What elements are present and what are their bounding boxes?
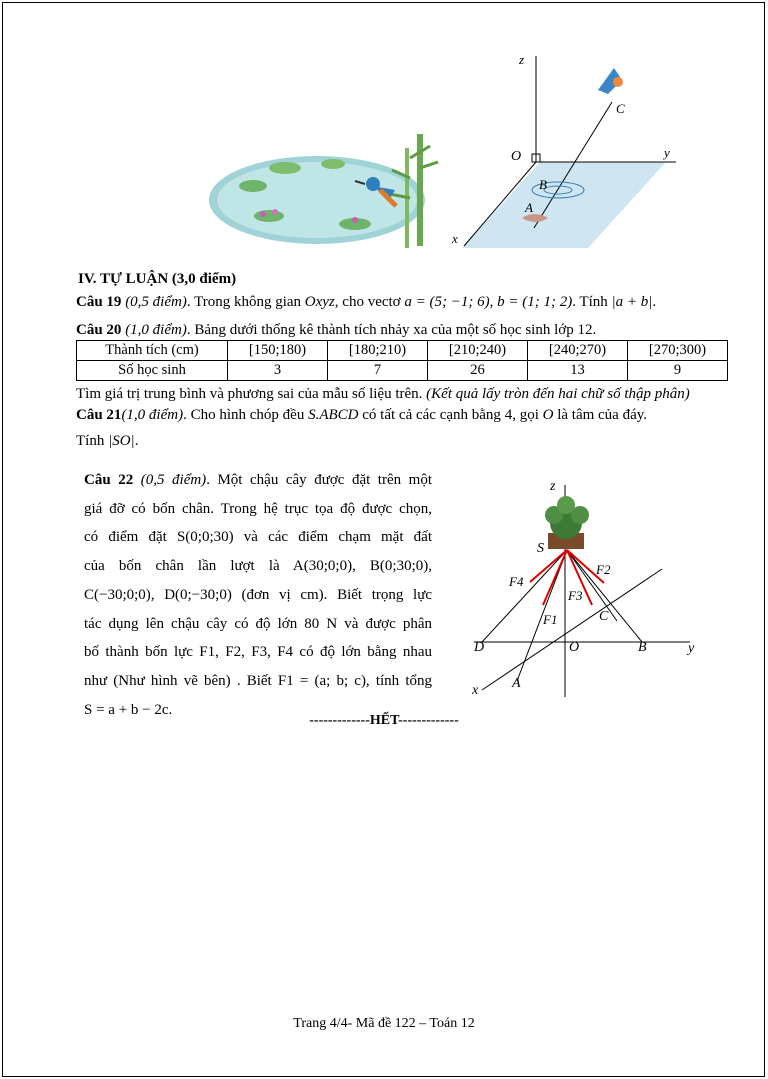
q21-text1: . Cho hình chóp đều (183, 407, 309, 423)
q22-x-label: x (472, 683, 479, 698)
q21-o: O (542, 407, 554, 423)
q22-f1-label: F1 (543, 612, 558, 627)
axis-z-label: z (519, 52, 525, 67)
q20-after: Tìm giá trị trung bình và phương sai của mẫu số liệu trên. (76, 386, 427, 402)
q22-z-label: z (550, 479, 556, 494)
q22-l9: S = a + b − 2c. (84, 701, 173, 718)
point-b-label: B (539, 177, 547, 192)
table-row (77, 361, 728, 381)
q21-text4: là tâm của đáy. (553, 407, 648, 423)
q21-text2: có tất cả các cạnh bằng (358, 407, 505, 423)
coordinate-figure-top (448, 50, 688, 250)
table-cell: 13 (528, 361, 628, 381)
question-19 (76, 292, 656, 313)
q19-label: Câu 19 (76, 294, 122, 310)
table-cell: [180;210) (328, 341, 428, 361)
section-title: IV. TỰ LUẬN (3,0 điểm) (78, 271, 237, 287)
q22-l6: tác dụng lên chậu cây có độ lớn 80 N và được phân (84, 615, 432, 632)
q20-note: (Kết quả lấy tròn đến hai chữ số thập phân) (426, 386, 690, 402)
q22-y-label: y (688, 641, 695, 656)
pond-illustration (205, 128, 440, 250)
q22-points: (0,5 điểm) (140, 472, 207, 488)
table-cell: 9 (628, 361, 728, 381)
q21-label: Câu 21 (76, 407, 122, 423)
q22-c-label: C (599, 609, 609, 624)
point-o-label: O (511, 149, 522, 164)
table-cell: [270;300) (628, 341, 728, 361)
page-footer: Trang 4/4- Mã đề 122 – Toán 12 (293, 1016, 475, 1031)
q21-edge: 4 (504, 407, 513, 423)
q22-line (84, 466, 432, 495)
question-21 (76, 405, 647, 426)
point-a-label: A (525, 200, 533, 215)
table-cell: [150;180) (228, 341, 328, 361)
q22-f2-label: F2 (596, 562, 611, 577)
question-20 (76, 320, 596, 341)
q22-b-label: B (638, 640, 647, 655)
table-row (77, 341, 728, 361)
q22-l7: bố thành bốn lực F1, F2, F3, F4 có độ lớn bằng nhau (84, 644, 432, 661)
q19-end: . (652, 294, 657, 310)
q22-l2: giá đỡ có bốn chân. Trong hệ trục tọa độ được chọn, (84, 500, 432, 517)
q19-comma: , (489, 294, 498, 310)
q19-vector-a: a = (5; −1; 6) (404, 294, 490, 310)
q19-text2: , cho vectơ (334, 294, 405, 310)
q22-l1: . Một chậu cây được đặt trên một (206, 472, 432, 488)
point-c-label: C (616, 101, 625, 116)
question-22 (84, 466, 432, 724)
q22-f4-label: F4 (509, 574, 524, 589)
q21-end: . (134, 433, 139, 449)
q19-text3: . Tính (572, 294, 612, 310)
q19-vector-b: b = (1; 1; 2) (497, 294, 573, 310)
q22-s-label: S (537, 541, 544, 556)
axis-y-label: y (664, 145, 670, 160)
table-cell: 3 (228, 361, 328, 381)
q20-stats-table (76, 340, 728, 381)
q22-o-label: O (569, 640, 580, 655)
q20-instruction (76, 384, 690, 405)
q22-label: Câu 22 (84, 472, 134, 488)
table-cell: 26 (428, 361, 528, 381)
q20-points: (1,0 điểm) (125, 322, 187, 338)
question-21-line2 (76, 431, 138, 452)
q22-l3: có điểm đặt S(0;0;30) và các điểm chạm mặt đất (84, 529, 432, 546)
table-cell: [240;270) (528, 341, 628, 361)
q22-f3-label: F3 (568, 588, 583, 603)
q21-text3: , gọi (512, 407, 543, 423)
table-header-cell: Số học sinh (77, 361, 228, 381)
q22-l8: như (Như hình vẽ bên) . Biết F1 = (a; b; c), tính tổng (84, 672, 432, 689)
q21-points: (1,0 điểm) (121, 407, 184, 423)
q19-points: (0,5 điểm) (125, 294, 187, 310)
q21-line2: Tính (76, 433, 109, 449)
q22-d-label: D (474, 640, 485, 655)
q21-vector-so: |SO| (108, 433, 135, 449)
q22-l4: của bốn chân lần lượt là A(30;0;0), B(0;30;0), (84, 558, 432, 575)
q22-l5: C(−30;0;0), D(0;−30;0) (đơn vị cm). Biết trọng lực (84, 586, 432, 603)
q22-a-label: A (512, 676, 521, 691)
q19-oxyz: Oxyz (304, 294, 335, 310)
q19-text1: . Trong không gian (186, 294, 305, 310)
q21-pyramid: S.ABCD (308, 407, 359, 423)
table-cell: 7 (328, 361, 428, 381)
q22-figure (462, 475, 716, 700)
table-header-cell: Thành tích (cm) (77, 341, 228, 361)
q20-text: . Bảng dưới thống kê thành tích nhảy xa của một số học sinh lớp 12. (186, 322, 597, 338)
q19-expression: |a + b| (611, 294, 653, 310)
q20-label: Câu 20 (76, 322, 122, 338)
axis-x-label: x (452, 231, 458, 246)
table-cell: [210;240) (428, 341, 528, 361)
end-mark: -------------HẾT------------- (309, 713, 459, 728)
